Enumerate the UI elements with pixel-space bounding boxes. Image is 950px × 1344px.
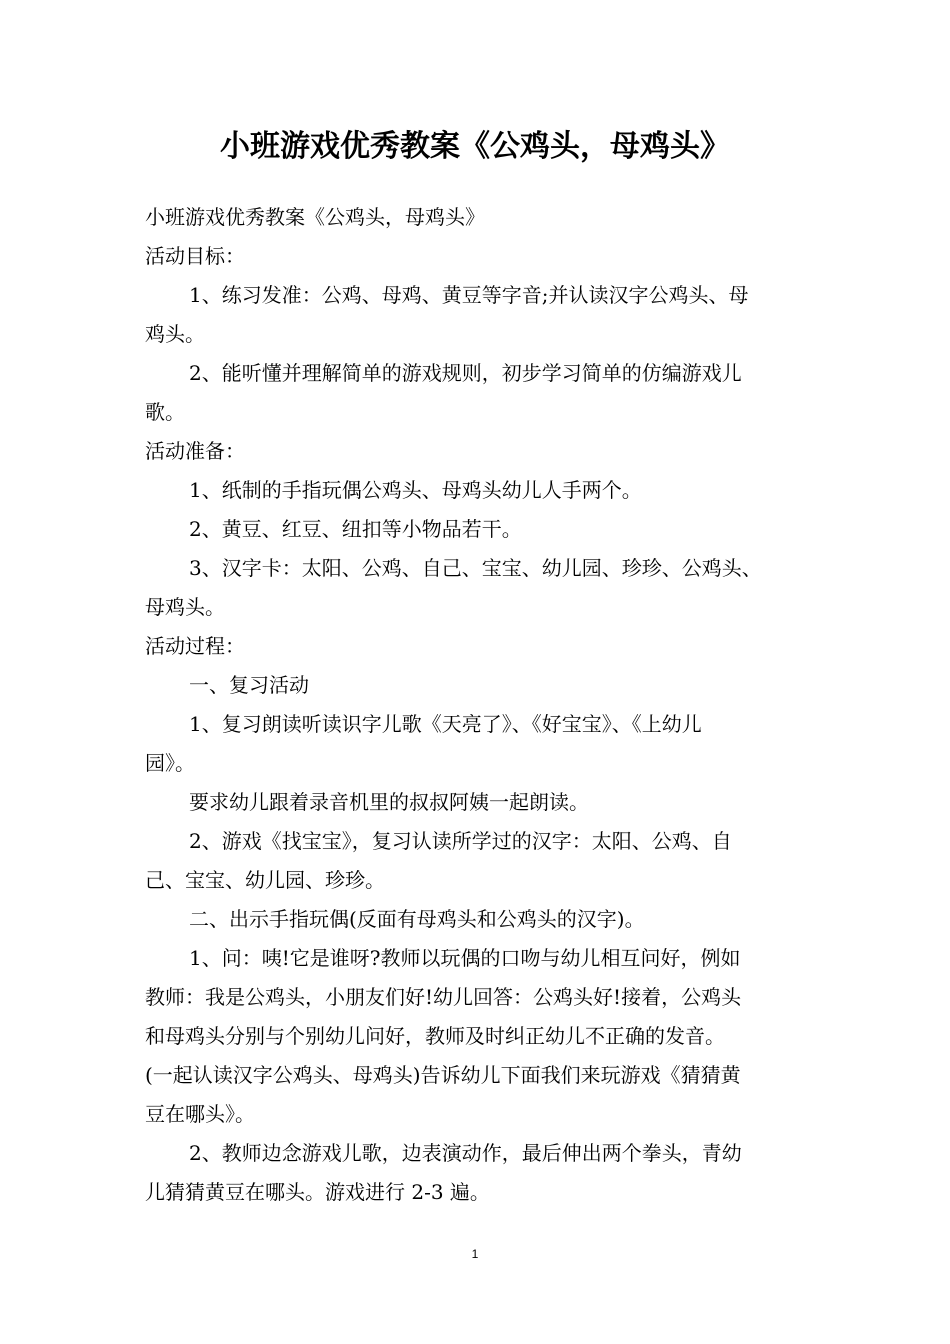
text-line: 小班游戏优秀教案《公鸡头，母鸡头》 bbox=[145, 205, 485, 229]
text-line: 2、黄豆、红豆、纽扣等小物品若干。 bbox=[189, 517, 522, 541]
text-line: 教师：我是公鸡头，小朋友们好!幼儿回答：公鸡头好!接着，公鸡头 bbox=[145, 985, 742, 1009]
text-line: 园》。 bbox=[145, 751, 195, 775]
text-line: 1、复习朗读听读识字儿歌《天亮了》、《好宝宝》、《上幼儿 bbox=[189, 712, 702, 736]
text-line: 活动准备： bbox=[145, 439, 245, 463]
text-line: 活动目标： bbox=[145, 244, 245, 268]
document-title: 小班游戏优秀教案《公鸡头，母鸡头》 bbox=[220, 129, 730, 164]
text-line: (一起认读汉字公鸡头、母鸡头)告诉幼儿下面我们来玩游戏《猜猜黄 bbox=[145, 1063, 741, 1087]
page-number: 1 bbox=[471, 1247, 479, 1261]
text-line: 一、复习活动 bbox=[189, 673, 309, 697]
text-line: 儿猜猜黄豆在哪头。游戏进行 2-3 遍。 bbox=[145, 1180, 490, 1204]
text-line: 鸡头。 bbox=[145, 322, 205, 346]
text-line: 豆在哪头》。 bbox=[145, 1102, 255, 1126]
text-line: 母鸡头。 bbox=[145, 595, 225, 619]
text-line: 3、汉字卡：太阳、公鸡、自己、宝宝、幼儿园、珍珍、公鸡头、 bbox=[189, 556, 762, 580]
text-line: 1、练习发准：公鸡、母鸡、黄豆等字音;并认读汉字公鸡头、母 bbox=[189, 283, 749, 307]
text-line: 2、游戏《找宝宝》，复习认读所学过的汉字：太阳、公鸡、自 bbox=[189, 829, 732, 853]
text-line: 2、能听懂并理解简单的游戏规则，初步学习简单的仿编游戏儿 bbox=[189, 361, 742, 385]
text-line: 活动过程： bbox=[145, 634, 245, 658]
document-body bbox=[145, 198, 815, 1212]
text-line: 要求幼儿跟着录音机里的叔叔阿姨一起朗读。 bbox=[189, 790, 589, 814]
text-line: 2、教师边念游戏儿歌，边表演动作，最后伸出两个拳头，青幼 bbox=[189, 1141, 742, 1165]
text-line: 己、宝宝、幼儿园、珍珍。 bbox=[145, 868, 385, 892]
text-line: 歌。 bbox=[145, 400, 185, 424]
text-line: 和母鸡头分别与个别幼儿问好，教师及时纠正幼儿不正确的发音。 bbox=[145, 1024, 725, 1048]
text-line: 1、纸制的手指玩偶公鸡头、母鸡头幼儿人手两个。 bbox=[189, 478, 642, 502]
text-line: 二、出示手指玩偶(反面有母鸡头和公鸡头的汉字)。 bbox=[189, 907, 645, 931]
text-line: 1、问：咦!它是谁呀?教师以玩偶的口吻与幼儿相互问好，例如 bbox=[189, 946, 741, 970]
